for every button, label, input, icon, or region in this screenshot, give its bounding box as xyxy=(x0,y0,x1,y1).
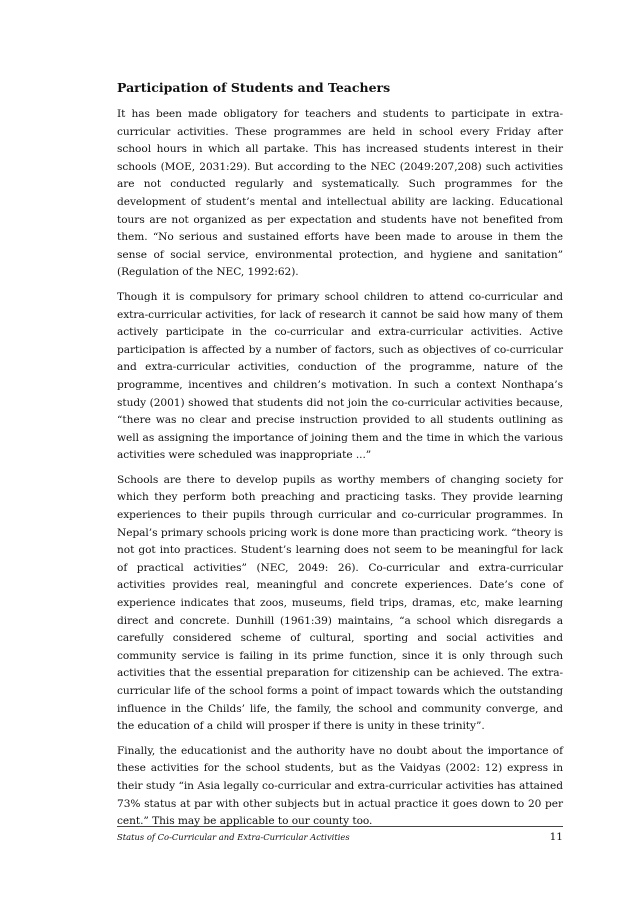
paragraph-1: It has been made obligatory for teachers and students to participate in extra-curricular activities. These programmes are held in school every Friday after school hours in which all partake. This has increased students interest in their schools (MOE, 2031:29). But according to the NEC (2049:207,208) such activities are not conducted regularly and systematically. Such programmes for the development of student’s mental and intellectual ability are lacking. Educational tours are not organized as per expectation and students have not benefited from them. “No serious and sustained efforts have been made to arouse in them the sense of social service, environmental protection, and hygiene and sanitation” (Regulation of the NEC, 1992:62). xyxy=(117,108,563,279)
paragraph-4: Finally, the educationist and the authority have no doubt about the importance of these activities for the school students, but as the Vaidyas (2002: 12) express in their study “in Asia legally co-curricular and extra-curricular activities has attained 73% status at par with other subjects but in actual practice it goes down to 20 per cent.” This may be applicable to our county too. xyxy=(117,744,563,828)
page-footer xyxy=(117,826,563,843)
footer-title: Status of Co-Curricular and Extra-Curricular Activities xyxy=(117,832,350,842)
page-content xyxy=(117,79,563,838)
paragraph-3: Schools are there to develop pupils as worthy members of changing society for which they perform both preaching and practicing tasks. They provide learning experiences to their pupils through curricular and co-curricular programmes. In Nepal’s primary schools pricing work is done more than practicing work. “theory is not got into practices. Student’s learning does not seem to be meaningful for lack of practical activities” (NEC, 2049: 26). Co-curricular and extra-curricular activities provides real, meaningful and concrete experiences. Date’s cone of experience indicates that zoos, museums, field trips, dramas, etc, make learning direct and concrete. Dunhill (1961:39) maintains, “a school which disregards a carefully considered scheme of cultural, sporting and social activities and community service is failing in its prime function, since it is only through such activities that the essential preparation for citizenship can be achieved. The extra-curricular life of the school forms a point of impact towards which the outstanding influence in the Childs’ life, the family, the school and community converge, and the education of a child will prosper if there is unity in these trinity”. xyxy=(117,473,563,733)
paragraph-2: Though it is compulsory for primary school children to attend co-curricular and extra-curricular activities, for lack of research it cannot be said how many of them actively participate in the co-curricular and extra-curricular activities. Active participation is affected by a number of factors, such as objectives of co-curricular and extra-curricular activities, conduction of the programme, nature of the programme, incentives and children’s motivation. In such a context Nonthapa’s study (2001) showed that students did not join the co-curricular activities because, “there was no clear and precise instruction provided to all students outlining as well as assigning the importance of joining them and the time in which the various activities were scheduled was inappropriate ...” xyxy=(117,290,563,462)
page-number: 11 xyxy=(549,831,563,843)
section-heading: Participation of Students and Teachers xyxy=(117,80,391,95)
